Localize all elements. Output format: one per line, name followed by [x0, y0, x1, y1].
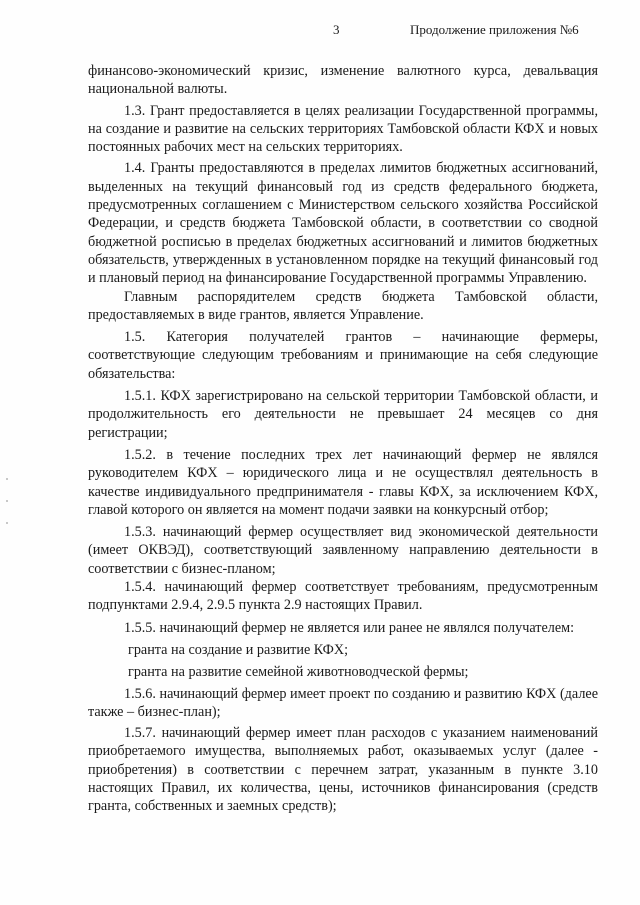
paragraph-1-5-5: 1.5.5. начинающий фермер не является или ранее не являлся получателем: [124, 619, 575, 636]
paragraph-1-5-1: 1.5.1. КФХ зарегистрировано на сельской территории Тамбовской области, и продолжительность его деятельности не превышает 24 месяцев со дня регистрации; [88, 388, 598, 441]
paragraph-1-5-6: 1.5.6. начинающий фермер имеет проект по созданию и развитию КФХ (далее также – бизнес-план); [88, 685, 598, 720]
list-item-grant-family-farm: гранта на развитие семейной животноводческой фермы; [128, 664, 469, 681]
page-number: 3 [333, 22, 340, 37]
paragraph-1-5-3: 1.5.3. начинающий фермер осуществляет вид экономической деятельности (имеет ОКВЭД), соответствующий заявленному направлению деятельности в соответствии с бизнес-планом; [88, 524, 598, 577]
document-body [88, 62, 598, 816]
paragraph-1-5: 1.5. Категория получателей грантов – начинающие фермеры, соответствующие следующим требованиям и принимающие на себя следующие обязательства: [88, 329, 598, 382]
scan-artifact [6, 522, 8, 524]
paragraph-1-5-7: 1.5.7. начинающий фермер имеет план расходов с указанием наименований приобретаемого имущества, выполняемых работ, оказываемых услуг (далее - приобретения) в соответствии с перечнем затрат, указанным в пункте 3.10 настоящих Правил, их количества, цены, источников финансирования (средств гранта, собственных и заемных средств); [88, 725, 598, 815]
paragraph-1-3: 1.3. Грант предоставляется в целях реализации Государственной программы, на создание и развитие на сельских территориях Тамбовской области КФХ и новых постоянных рабочих мест на сельских территориях. [88, 102, 598, 156]
paragraph-main-administrator: Главным распорядителем средств бюджета Тамбовской области, предоставляемых в виде грантов, является Управление. [88, 288, 598, 323]
paragraph-1-5-4: 1.5.4. начинающий фермер соответствует требованиям, предусмотренным подпунктами 2.9.4, 2.9.5 пункта 2.9 настоящих Правил. [88, 579, 598, 614]
scan-artifact [6, 500, 8, 502]
paragraph-continuation: финансово-экономический кризис, изменение валютного курса, девальвация национальной валюты. [88, 63, 598, 98]
paragraph-1-5-2: 1.5.2. в течение последних трех лет начинающий фермер не являлся руководителем КФХ – юридического лица и не осуществлял деятельность в качестве индивидуального предпринимателя - главы КФХ, за исключением КФХ, главой которого он является на момент подачи заявки на конкурсный отбор; [88, 446, 598, 518]
running-header: Продолжение приложения №6 [410, 22, 579, 37]
list-item-grant-kfh: гранта на создание и развитие КФХ; [128, 641, 349, 658]
paragraph-1-4: 1.4. Гранты предоставляются в пределах лимитов бюджетных ассигнований, выделенных на текущий финансовый год из средств федерального бюджета, предусмотренных соглашением с Министерством сельского хозяйства Российской Федерации, и средств бюджета Тамбовской области, в соответствии со сводной бюджетной росписью в пределах бюджетных ассигнований и лимитов бюджетных обязательств, утвержденных в установленном порядке на текущий финансовый год и плановый период на финансирование Государственной программы Управлению. [88, 160, 598, 287]
scan-artifact [6, 478, 8, 480]
